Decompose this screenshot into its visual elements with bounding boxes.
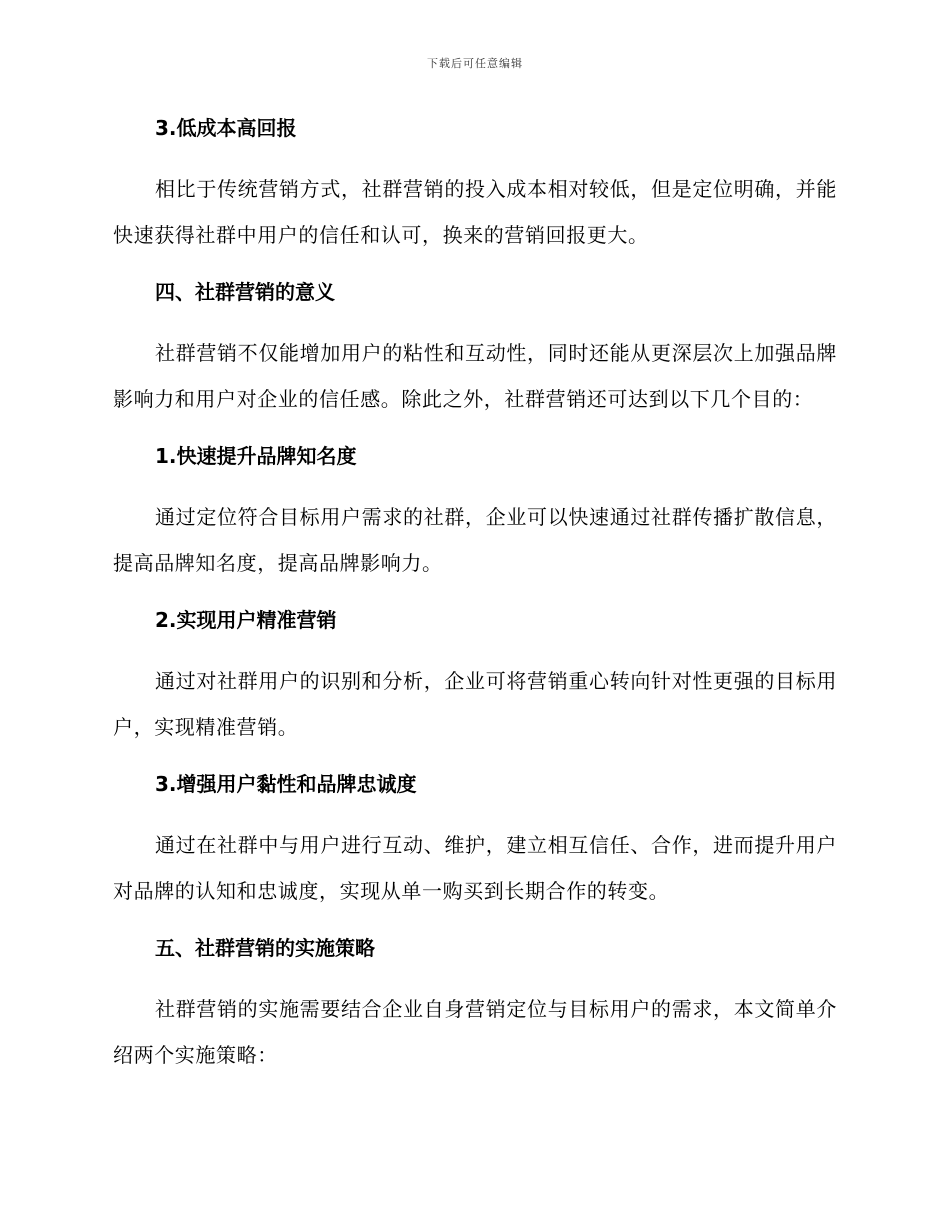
section-heading: 1.快速提升品牌知名度 [155, 444, 357, 468]
paragraph: 社群营销的实施需要结合企业自身营销定位与目标用户的需求，本文简单介绍两个实施策略： [113, 997, 837, 1067]
page-header-note: 下载后可任意编辑 [427, 57, 523, 70]
paragraph: 相比于传统营销方式，社群营销的投入成本相对较低，但是定位明确，并能快速获得社群中用户的信任和认可，换来的营销回报更大。 [113, 177, 837, 247]
section-heading: 3.增强用户黏性和品牌忠诚度 [155, 772, 417, 796]
paragraph: 社群营销不仅能增加用户的粘性和互动性，同时还能从更深层次上加强品牌影响力和用户对企业的信任感。除此之外，社群营销还可达到以下几个目的： [113, 341, 837, 411]
section-heading: 五、社群营销的实施策略 [155, 936, 375, 960]
section-heading: 2.实现用户精准营销 [155, 608, 337, 632]
section-heading: 3.低成本高回报 [155, 116, 297, 140]
paragraph: 通过对社群用户的识别和分析，企业可将营销重心转向针对性更强的目标用户，实现精准营销。 [113, 669, 837, 739]
paragraph: 通过定位符合目标用户需求的社群，企业可以快速通过社群传播扩散信息，提高品牌知名度，提高品牌影响力。 [113, 505, 837, 575]
section-heading: 四、社群营销的意义 [155, 280, 335, 304]
paragraph: 通过在社群中与用户进行互动、维护，建立相互信任、合作，进而提升用户对品牌的认知和忠诚度，实现从单一购买到长期合作的转变。 [113, 833, 837, 903]
document-body [113, 108, 837, 1092]
